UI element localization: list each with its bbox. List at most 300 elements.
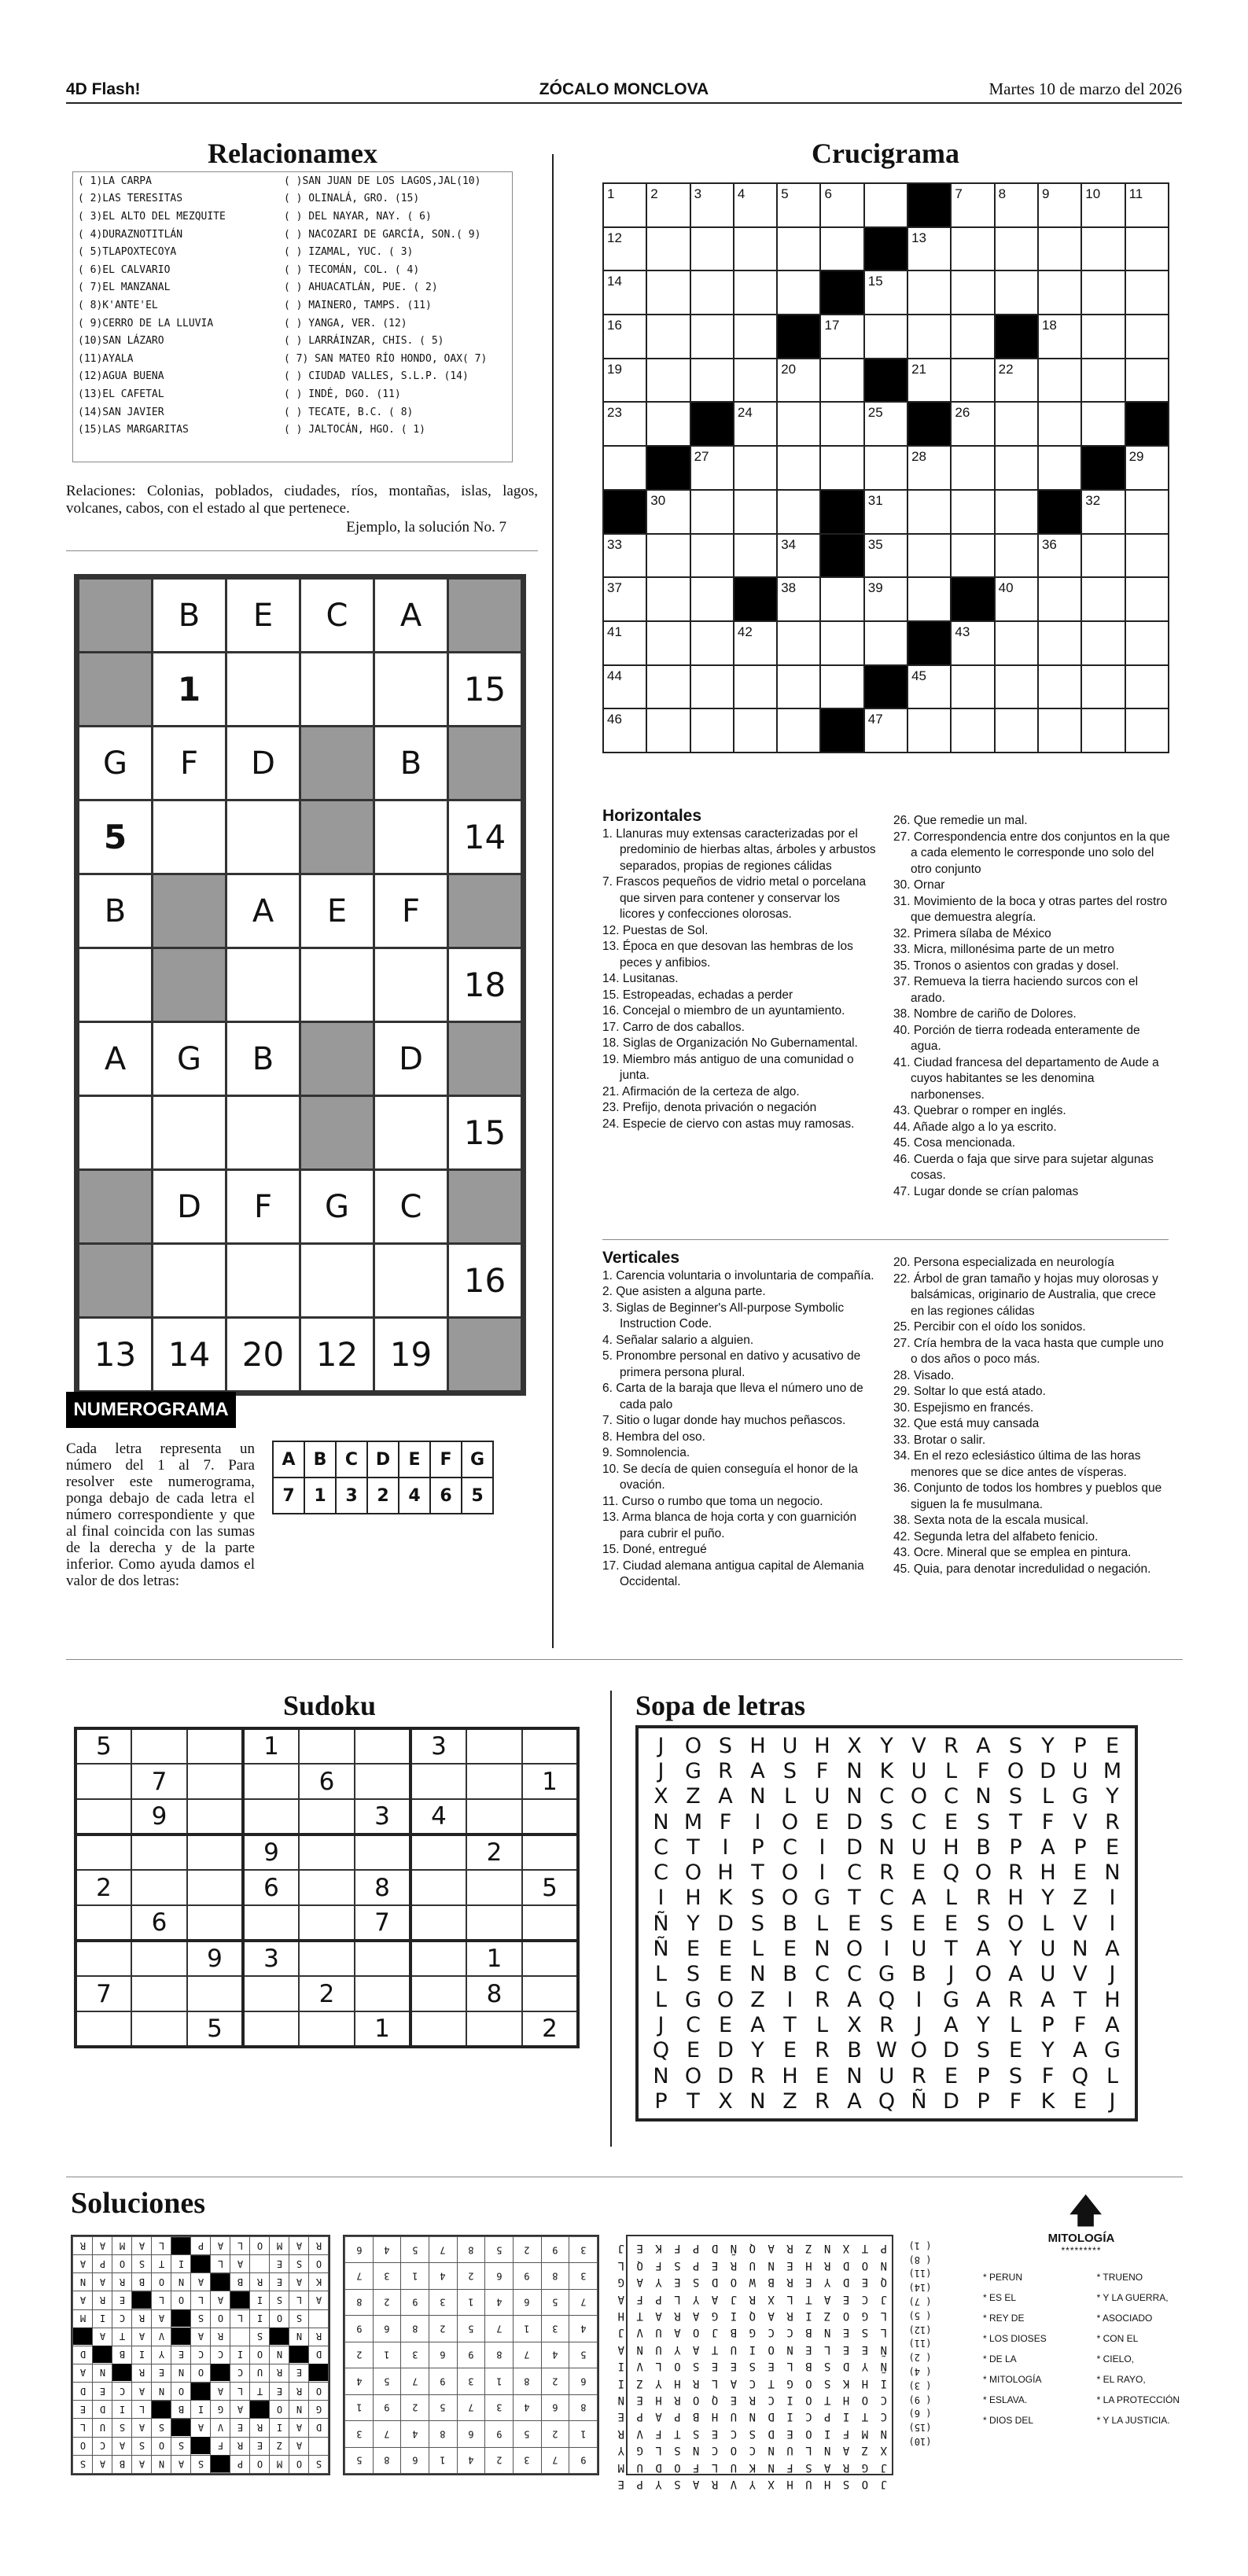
solution-cell: T <box>250 2383 270 2401</box>
sudoku-cell: 5 <box>75 1728 131 1764</box>
horizontales-col-1 <box>602 808 878 1132</box>
solution-cell: A <box>132 2383 152 2401</box>
clue: 3. Siglas de Beginner's All-purpose Symbolic Instruction Code. <box>602 1301 845 1330</box>
clue: 15. Estropeadas, echadas a perder <box>602 988 793 1002</box>
solution-cell: N <box>171 2364 191 2382</box>
word-search-letter: U <box>814 1784 830 1809</box>
solution-cell: G <box>309 2401 329 2419</box>
word-search-letter: P <box>751 1834 764 1860</box>
word-search-letter: C <box>653 1860 668 1886</box>
solution-cell <box>230 2328 250 2346</box>
word-search-letter: Q <box>1071 2063 1089 2088</box>
sudoku-cell <box>243 2011 299 2047</box>
crossword-cell <box>1038 577 1081 621</box>
crossword-cell: 8 <box>995 183 1038 227</box>
mythology-word: * MITOLOGÍA <box>983 2374 1042 2385</box>
crossword-cell <box>734 315 777 359</box>
crossword-cell <box>951 708 994 753</box>
sudoku-cell: 1 <box>243 1728 299 1764</box>
solution-cell: S <box>152 2419 171 2437</box>
crossword-cell: 33 <box>603 534 646 578</box>
word-search-letter: S <box>879 1809 894 1834</box>
word-search-letter: E <box>686 1937 701 1962</box>
solution-cell: R <box>73 2237 93 2255</box>
word-search-letter: R <box>976 1886 991 1911</box>
crossword-cell: 3 <box>690 183 734 227</box>
horizontales-title: Horizontales <box>602 807 702 825</box>
word-search-letter: D <box>943 2038 959 2063</box>
crossword-cell: 15 <box>864 270 907 315</box>
mythology-title: MITOLOGÍA <box>1047 2232 1115 2245</box>
relacionamex-state: ( ) CIUDAD VALLES, S.L.P. (14) <box>284 370 469 383</box>
numerograma-key-cell: 5 <box>462 1478 493 1514</box>
clue: 27. Cría hembra de la vaca hasta que cumple uno o dos años o poco más. <box>893 1336 1164 1366</box>
word-search-letter: L <box>654 1987 668 2012</box>
relacionamex-row <box>73 243 512 261</box>
solution-rel-answer: (11) <box>908 2268 932 2280</box>
solution-cell: E <box>270 2383 289 2401</box>
solution-cell: A <box>152 2309 171 2328</box>
solution-rel-answer: ( 9) <box>908 2394 932 2405</box>
sudoku-cell <box>522 1834 578 1870</box>
clue: 32. Primera sílaba de México <box>893 926 1051 940</box>
solution-cell: O <box>270 2309 289 2328</box>
relacionamex-example: Ejemplo, la solución No. 7 <box>346 519 506 535</box>
mythology-stars: ********* <box>1061 2245 1102 2256</box>
crossword-cell <box>734 708 777 753</box>
solution-sudoku-cell: 5 <box>429 2394 457 2420</box>
mythology-word: * REY DE <box>983 2313 1025 2324</box>
solution-sudoku-cell: 3 <box>429 2289 457 2315</box>
word-search-letter: I <box>915 1987 922 2012</box>
numerograma-shaded-cell <box>153 948 226 1022</box>
crossword-cell <box>820 621 863 665</box>
solution-cell: A <box>230 2255 250 2273</box>
solution-cell: P <box>230 2455 250 2473</box>
sudoku-cell <box>75 1799 131 1834</box>
mythology-word: * PERUN <box>983 2272 1023 2283</box>
mythology-word: * Y LA GUERRA, <box>1096 2292 1169 2303</box>
clue: 6. Carta de la baraja que lleva el número uno de cada palo <box>602 1382 863 1411</box>
solution-ws-row: Ñ Y D S B L E S E E S O L V I <box>615 2360 887 2373</box>
solution-cell: N <box>93 2364 112 2382</box>
clue: 42. Segunda letra del alfabeto fenicio. <box>893 1529 1099 1544</box>
clue: 12. Puestas de Sol. <box>602 923 709 937</box>
solution-cell: A <box>132 2237 152 2255</box>
crossword-cell: 27 <box>690 446 734 490</box>
crossword-black-cell <box>734 577 777 621</box>
word-search-letter: C <box>782 1834 797 1860</box>
word-search-letter: L <box>944 1886 958 1911</box>
relacionamex-row <box>73 296 512 315</box>
sudoku-cell <box>243 1976 299 2011</box>
sudoku-cell <box>187 1905 243 1941</box>
word-search-letter: H <box>685 1886 701 1911</box>
crossword-cell <box>646 227 690 271</box>
word-search-letter: L <box>1041 1911 1055 1936</box>
word-search-letter: F <box>1041 2063 1055 2088</box>
word-search-letter: J <box>1109 2088 1116 2114</box>
solution-ws-row: L S E N B C C G B J O A U V J <box>615 2326 887 2339</box>
relacionamex-row <box>73 279 512 297</box>
crossword-cell <box>951 270 994 315</box>
sudoku-cell <box>299 1799 355 1834</box>
solution-cell: A <box>211 2237 230 2255</box>
word-search-letter: P <box>1041 2012 1055 2037</box>
word-search-letter: R <box>815 2088 830 2114</box>
word-search-letter: A <box>750 1758 765 1783</box>
crossword-cell <box>995 227 1038 271</box>
word-search-letter: Q <box>878 1987 896 2012</box>
word-search-letter: C <box>879 1886 894 1911</box>
clue: 45. Quia, para denotar incredulidad o negación. <box>893 1562 1151 1576</box>
word-search-letter: G <box>685 1758 701 1783</box>
relacionamex-row <box>73 332 512 350</box>
word-search-letter: O <box>684 1860 702 1886</box>
crossword-black-cell <box>820 708 863 753</box>
word-search-letter: A <box>847 1987 862 2012</box>
solution-sudoku-cell: 6 <box>569 2368 598 2394</box>
solution-rel-answer: ( 3) <box>908 2379 932 2391</box>
crossword-cell <box>1125 708 1169 753</box>
numerograma-cell: 19 <box>374 1318 448 1392</box>
crossword-cell: 20 <box>777 359 820 403</box>
clue: 16. Concejal o miembro de un ayuntamiento. <box>602 1004 845 1018</box>
word-search-letter: O <box>910 1784 928 1809</box>
solution-sudoku-cell: 8 <box>457 2237 485 2263</box>
crossword-cell: 1 <box>603 183 646 227</box>
solution-sudoku-cell: 7 <box>345 2263 374 2289</box>
solution-cell: S <box>270 2291 289 2309</box>
word-search-letter: S <box>686 1962 701 1987</box>
column-divider <box>552 154 554 1648</box>
word-search-letter: N <box>749 1962 766 1987</box>
crossword-cell <box>1038 446 1081 490</box>
word-search-row <box>645 1987 1128 2012</box>
word-search-letter: U <box>911 1758 927 1783</box>
word-search-letter: A <box>847 2088 862 2114</box>
crossword-cell: 5 <box>777 183 820 227</box>
word-search-letter: I <box>754 1809 761 1834</box>
word-search-letter: E <box>911 1860 926 1886</box>
numerograma-key-cell: 2 <box>367 1478 399 1514</box>
solution-cell: N <box>270 2346 289 2364</box>
sudoku-cell: 7 <box>131 1764 187 1799</box>
solution-cell: O <box>191 2364 211 2382</box>
crossword-cell <box>907 534 951 578</box>
crossword-cell <box>951 227 994 271</box>
word-search-letter: S <box>976 1809 991 1834</box>
solution-sudoku-cell: 4 <box>345 2368 374 2394</box>
solution-cell: A <box>191 2419 211 2437</box>
word-search-letter: H <box>814 1733 830 1758</box>
solution-cell: O <box>309 2383 329 2401</box>
verticales-title: Verticales <box>602 1249 680 1267</box>
word-search-letter: Y <box>880 1733 893 1758</box>
solution-sudoku-cell: 2 <box>513 2237 541 2263</box>
word-search-letter: S <box>1008 1784 1023 1809</box>
numerograma-cell <box>374 653 448 727</box>
word-search-letter: U <box>1040 1937 1056 1962</box>
sudoku-cell <box>187 1764 243 1799</box>
crossword-cell <box>777 270 820 315</box>
solution-cell: O <box>250 2346 270 2364</box>
word-search-letter: N <box>1072 1937 1088 1962</box>
relacionamex-row <box>73 315 512 333</box>
crossword-cell <box>1081 665 1125 709</box>
sudoku-cell <box>522 1941 578 1976</box>
word-search-row <box>645 1911 1128 1936</box>
clue: 25. Percibir con el oído los sonidos. <box>893 1320 1086 1334</box>
word-search-letter: L <box>1106 2063 1119 2088</box>
crossword-cell: 13 <box>907 227 951 271</box>
sudoku-cell <box>522 1976 578 2011</box>
solution-cell: A <box>93 2328 112 2346</box>
word-search-letter: N <box>653 2063 669 2088</box>
mythology-word: * DIOS DEL <box>983 2415 1034 2426</box>
clue: 8. Hembra del oso. <box>602 1430 705 1444</box>
solution-cell: I <box>191 2401 211 2419</box>
crossword-cell <box>1081 359 1125 403</box>
numerograma-cell: 16 <box>448 1244 522 1318</box>
solution-sudoku <box>343 2235 599 2475</box>
solution-cell: A <box>73 2291 93 2309</box>
sudoku-cell: 1 <box>355 2011 410 2047</box>
sudoku-cell <box>243 1799 299 1834</box>
solution-sudoku-cell: 7 <box>429 2237 457 2263</box>
solution-sudoku-cell: 8 <box>401 2316 429 2342</box>
solution-cell: C <box>112 2383 132 2401</box>
sopa-title: Sopa de letras <box>635 1690 805 1721</box>
crossword-cell: 38 <box>777 577 820 621</box>
clue: 30. Ornar <box>893 878 945 892</box>
word-search-letter: I <box>1109 1886 1116 1911</box>
solution-sudoku-cell: 2 <box>457 2263 485 2289</box>
crossword-cell <box>907 490 951 534</box>
numerograma-cell: 12 <box>300 1318 374 1392</box>
clue: 22. Árbol de gran tamaño y hojas muy olorosas y balsámicas, originario de Australia, que crece en las regiones cálidas <box>893 1271 1158 1318</box>
numerograma-cell: D <box>226 727 300 800</box>
divider <box>66 1659 1183 1660</box>
sudoku-cell <box>466 1905 522 1941</box>
word-search-letter: G <box>814 1886 830 1911</box>
solution-black-cell <box>191 2437 211 2455</box>
sudoku-cell <box>522 1728 578 1764</box>
solution-cell: S <box>112 2419 132 2437</box>
sudoku-cell <box>75 1764 131 1799</box>
solution-cell: E <box>289 2364 309 2382</box>
word-search-letter: A <box>1008 1962 1023 1987</box>
divider <box>66 550 538 551</box>
word-search-letter: V <box>911 1733 926 1758</box>
crossword-cell <box>864 621 907 665</box>
crossword-cell <box>951 315 994 359</box>
word-search-letter: E <box>1008 2038 1023 2063</box>
solution-cell: A <box>132 2419 152 2437</box>
word-search-letter: O <box>684 2063 702 2088</box>
crossword-cell <box>777 621 820 665</box>
solution-sudoku-cell: 7 <box>373 2421 401 2447</box>
word-search-letter: A <box>976 1987 991 2012</box>
crossword-cell: 43 <box>951 621 994 665</box>
word-search-letter: T <box>751 1860 764 1886</box>
word-search-letter: N <box>749 2088 766 2114</box>
word-search-letter: I <box>786 1987 793 2012</box>
word-search-letter: O <box>845 1937 863 1962</box>
word-search-letter: X <box>847 1733 862 1758</box>
solution-cell: R <box>132 2364 152 2382</box>
crossword-cell: 2 <box>646 183 690 227</box>
sudoku-cell <box>299 1870 355 1905</box>
solution-cell: I <box>93 2309 112 2328</box>
numerograma-cell <box>226 800 300 874</box>
relacionamex-place: (11)AYALA <box>78 352 134 365</box>
word-search-row <box>645 2038 1128 2063</box>
numerograma-cell: 15 <box>448 1096 522 1170</box>
solution-cell: A <box>73 2364 93 2382</box>
solution-cell: R <box>132 2309 152 2328</box>
solution-sudoku-cell: 8 <box>541 2263 569 2289</box>
crossword-cell <box>734 665 777 709</box>
numerograma-cell <box>226 1244 300 1318</box>
solution-sudoku-cell: 5 <box>569 2342 598 2368</box>
arrow-up-icon: 🡅 <box>1068 2191 1104 2231</box>
solution-black-cell <box>171 2237 191 2255</box>
sudoku-cell <box>131 1976 187 2011</box>
clue: 43. Quebrar o romper en inglés. <box>893 1104 1066 1117</box>
relacionamex-state: ( ) DEL NAYAR, NAY. ( 6) <box>284 210 432 223</box>
solution-sudoku-cell: 4 <box>401 2421 429 2447</box>
word-search-letter: I <box>722 1834 729 1860</box>
word-search-letter: H <box>782 2063 798 2088</box>
solution-cell: B <box>112 2455 132 2473</box>
solution-black-cell <box>289 2346 309 2364</box>
word-search-letter: H <box>1007 1886 1024 1911</box>
sudoku-cell: 7 <box>75 1976 131 2011</box>
word-search-row <box>645 1758 1128 1783</box>
solution-cell: A <box>93 2237 112 2255</box>
solution-sudoku-cell: 1 <box>429 2447 457 2474</box>
clue: 32. Que está muy cansada <box>893 1417 1040 1430</box>
solution-cell: I <box>270 2419 289 2437</box>
solution-sudoku-cell: 6 <box>345 2237 374 2263</box>
solution-cell: R <box>309 2237 329 2255</box>
solution-sudoku-cell: 4 <box>457 2447 485 2474</box>
mythology-word: * DE LA <box>983 2353 1017 2364</box>
crossword-cell: 30 <box>646 490 690 534</box>
sudoku-cell <box>243 1764 299 1799</box>
solution-cell: L <box>289 2291 309 2309</box>
word-search-letter: G <box>1072 1784 1088 1809</box>
word-search-letter: M <box>683 1809 703 1834</box>
numerograma-cell <box>374 948 448 1022</box>
solution-cell: R <box>230 2437 250 2455</box>
clue: 36. Conjunto de todos los hombres y pueblos que siguen la fe musulmana. <box>893 1481 1162 1511</box>
relacionamex-state: ( ) JALTOCÁN, HGO. ( 1) <box>284 424 426 436</box>
clue: 7. Sitio o lugar donde hay muchos peñascos. <box>602 1414 846 1427</box>
crossword-cell: 47 <box>864 708 907 753</box>
word-search-letter: O <box>781 1886 799 1911</box>
crossword-cell <box>777 665 820 709</box>
word-search-letter: U <box>878 2063 895 2088</box>
numerograma-key-cell: E <box>399 1441 430 1478</box>
solution-cell: U <box>93 2419 112 2437</box>
solution-sudoku-cell: 3 <box>513 2447 541 2474</box>
solution-cell: S <box>309 2455 329 2473</box>
solution-cell: L <box>230 2309 250 2328</box>
relacionamex-place: ( 5)TLAPOXTECOYA <box>78 246 177 259</box>
word-search-row <box>645 1733 1128 1758</box>
clue: 28. Visado. <box>893 1368 955 1382</box>
crossword-cell <box>1038 270 1081 315</box>
solution-sudoku-cell: 9 <box>485 2421 514 2447</box>
mythology-word: * CIELO, <box>1096 2353 1134 2364</box>
sudoku-cell <box>75 1905 131 1941</box>
word-search-letter: P <box>654 2088 668 2114</box>
solution-ws-row: J C E A T L X R J A Y L P F A <box>615 2292 887 2306</box>
word-search-letter: L <box>783 1784 797 1809</box>
sudoku-title: Sudoku <box>282 1690 377 1721</box>
word-search-letter: S <box>750 1911 765 1936</box>
word-search-letter: A <box>1105 2012 1120 2037</box>
word-search-letter: T <box>783 2012 797 2037</box>
word-search-letter: R <box>944 1733 959 1758</box>
crossword-cell: 4 <box>734 183 777 227</box>
numerograma-shaded-cell <box>300 1022 374 1096</box>
crossword-cell <box>777 402 820 446</box>
solution-sudoku-cell: 2 <box>541 2368 569 2394</box>
newspaper-name: ZÓCALO MONCLOVA <box>539 80 709 98</box>
crossword-cell <box>995 402 1038 446</box>
crossword-black-cell <box>864 227 907 271</box>
solution-cell: G <box>211 2401 230 2419</box>
word-search-letter: E <box>911 1911 926 1936</box>
crossword-black-cell <box>907 621 951 665</box>
clue: 31. Movimiento de la boca y otras partes del rostro que demuestra alegría. <box>893 894 1168 924</box>
relacionamex-title: Relacionamex <box>208 138 377 169</box>
solution-sudoku-cell: 9 <box>401 2289 429 2315</box>
solution-cell: A <box>132 2455 152 2473</box>
crossword-cell <box>1125 227 1169 271</box>
clue: 45. Cosa mencionada. <box>893 1136 1016 1150</box>
numerograma-shaded-cell <box>300 1096 374 1170</box>
numerograma-cell: D <box>374 1022 448 1096</box>
solution-ws-row: I H K S O G T C A L R H Y Z I <box>615 2376 887 2390</box>
numerograma-shaded-cell <box>448 874 522 948</box>
word-search-letter: N <box>653 1809 669 1834</box>
word-search-letter: C <box>815 1962 830 1987</box>
solution-ws-row: L G O Z I R A Q I G A R A T H <box>615 2309 887 2323</box>
numerograma-key-cell: 4 <box>399 1478 430 1514</box>
word-search-letter: E <box>782 1937 797 1962</box>
crossword-cell <box>995 446 1038 490</box>
solution-cell <box>309 2309 329 2328</box>
relacionamex-state: ( ) INDÉ, DGO. (11) <box>284 388 401 400</box>
crossword-cell: 39 <box>864 577 907 621</box>
crossword-cell <box>690 708 734 753</box>
crossword-cell <box>646 665 690 709</box>
solution-sudoku-cell: 2 <box>429 2316 457 2342</box>
mythology-word: * CON EL <box>1096 2333 1139 2344</box>
crossword-cell: 41 <box>603 621 646 665</box>
solution-cell: O <box>73 2437 93 2455</box>
solution-cell: L <box>132 2401 152 2419</box>
sudoku-cell <box>187 1728 243 1764</box>
word-search-letter: N <box>846 2063 863 2088</box>
solution-ws-row: N M F I O E D S C E S T F V R <box>615 2427 887 2440</box>
word-search-letter: E <box>1105 1834 1120 1860</box>
crossword-cell <box>1038 227 1081 271</box>
